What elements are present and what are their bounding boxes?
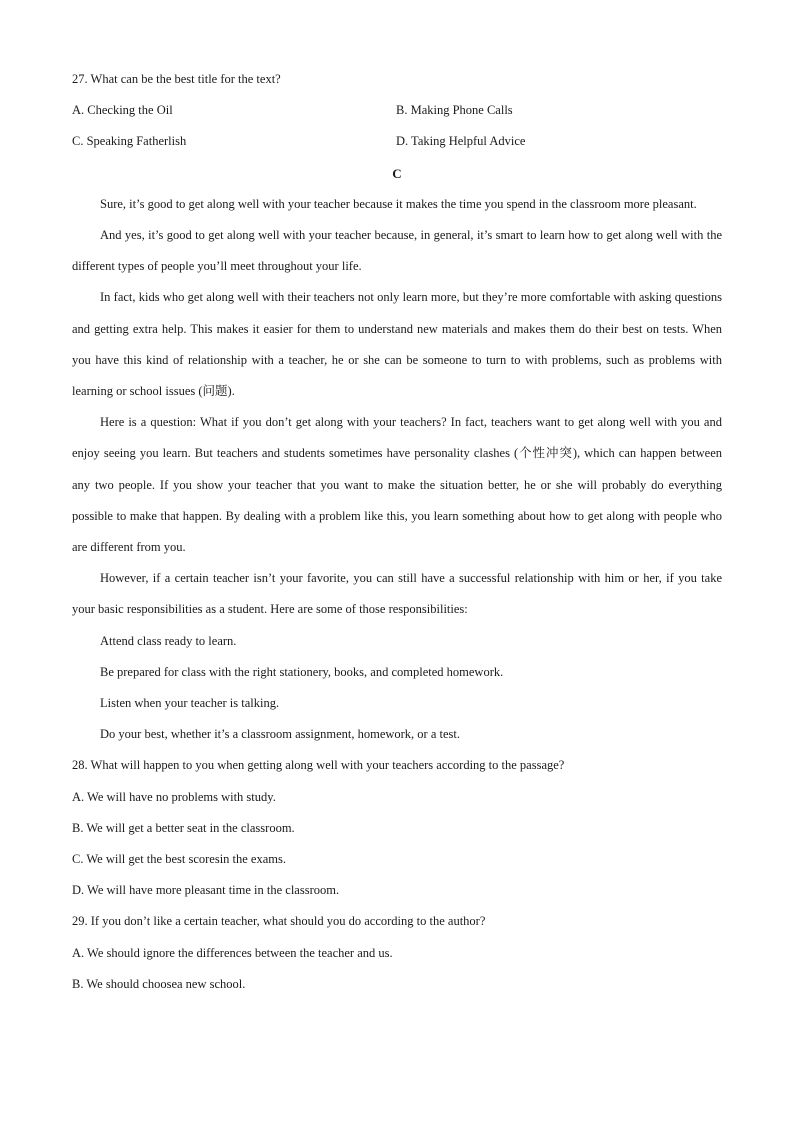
responsibility-item: Attend class ready to learn. [100, 633, 237, 648]
passage-paragraph-5: However, if a certain teacher isn’t your favorite, you can still have a successful relationship with him or her, if you take your basic responsibilities as a student. Here are some of those responsibilities: [72, 571, 722, 617]
q27-option-b: B. Making Phone Calls [396, 103, 513, 118]
q28-option-c: C. We will get the best scoresin the exams. [72, 852, 286, 867]
question-27: 27. What can be the best title for the text? [72, 72, 281, 86]
q27-option-c: C. Speaking Fatherlish [72, 134, 187, 149]
q29-option-a: A. We should ignore the differences between the teacher and us. [72, 945, 393, 960]
q28-option-d: D. We will have more pleasant time in the classroom. [72, 883, 340, 898]
q27-option-a: A. Checking the Oil [72, 103, 173, 118]
passage-heading: C [392, 165, 402, 181]
question-28: 28. What will happen to you when getting along well with your teachers according to the passage? [72, 758, 565, 773]
document-page [72, 64, 722, 1000]
q28-option-a: A. We will have no problems with study. [72, 789, 276, 804]
q27-options-row-2 [72, 126, 722, 157]
q27-options-row-1 [72, 95, 722, 126]
passage-paragraph-1: Sure, it’s good to get along well with your teacher because it makes the time you spend in the classroom more pleasant. [100, 196, 697, 211]
passage-paragraph-4: Here is a question: What if you don’t get along with your teachers? In fact, teachers want to get along well with you and enjoy seeing you learn. But teachers and students sometimes have personality clashes (个性冲突), which can happen between any two people. If you show your teacher that you want to make the situation better, he or she will probably do everything possible to make that happen. By dealing with a problem like this, you learn something about how to get along with people who are different from you. [72, 415, 722, 555]
responsibility-item: Be prepared for class with the right stationery, books, and completed homework. [100, 664, 504, 679]
responsibility-item: Listen when your teacher is talking. [100, 696, 280, 711]
passage-paragraph-2: And yes, it’s good to get along well with your teacher because, in general, it’s smart to learn how to get along well with the different types of people you’ll meet throughout your life. [72, 228, 722, 274]
passage-paragraph-3: In fact, kids who get along well with their teachers not only learn more, but they’re more comfortable with asking questions and getting extra help. This makes it easier for them to understand new materials and makes them do their best on tests. When you have this kind of relationship with a teacher, he or she can be someone to turn to with problems, such as problems with learning or school issues (问题). [72, 290, 722, 399]
question-29: 29. If you don’t like a certain teacher, what should you do according to the author? [72, 914, 486, 929]
q27-option-d: D. Taking Helpful Advice [396, 134, 526, 149]
q29-option-b: B. We should choosea new school. [72, 976, 246, 991]
responsibility-item: Do your best, whether it’s a classroom assignment, homework, or a test. [100, 727, 460, 742]
q28-option-b: B. We will get a better seat in the classroom. [72, 820, 295, 835]
